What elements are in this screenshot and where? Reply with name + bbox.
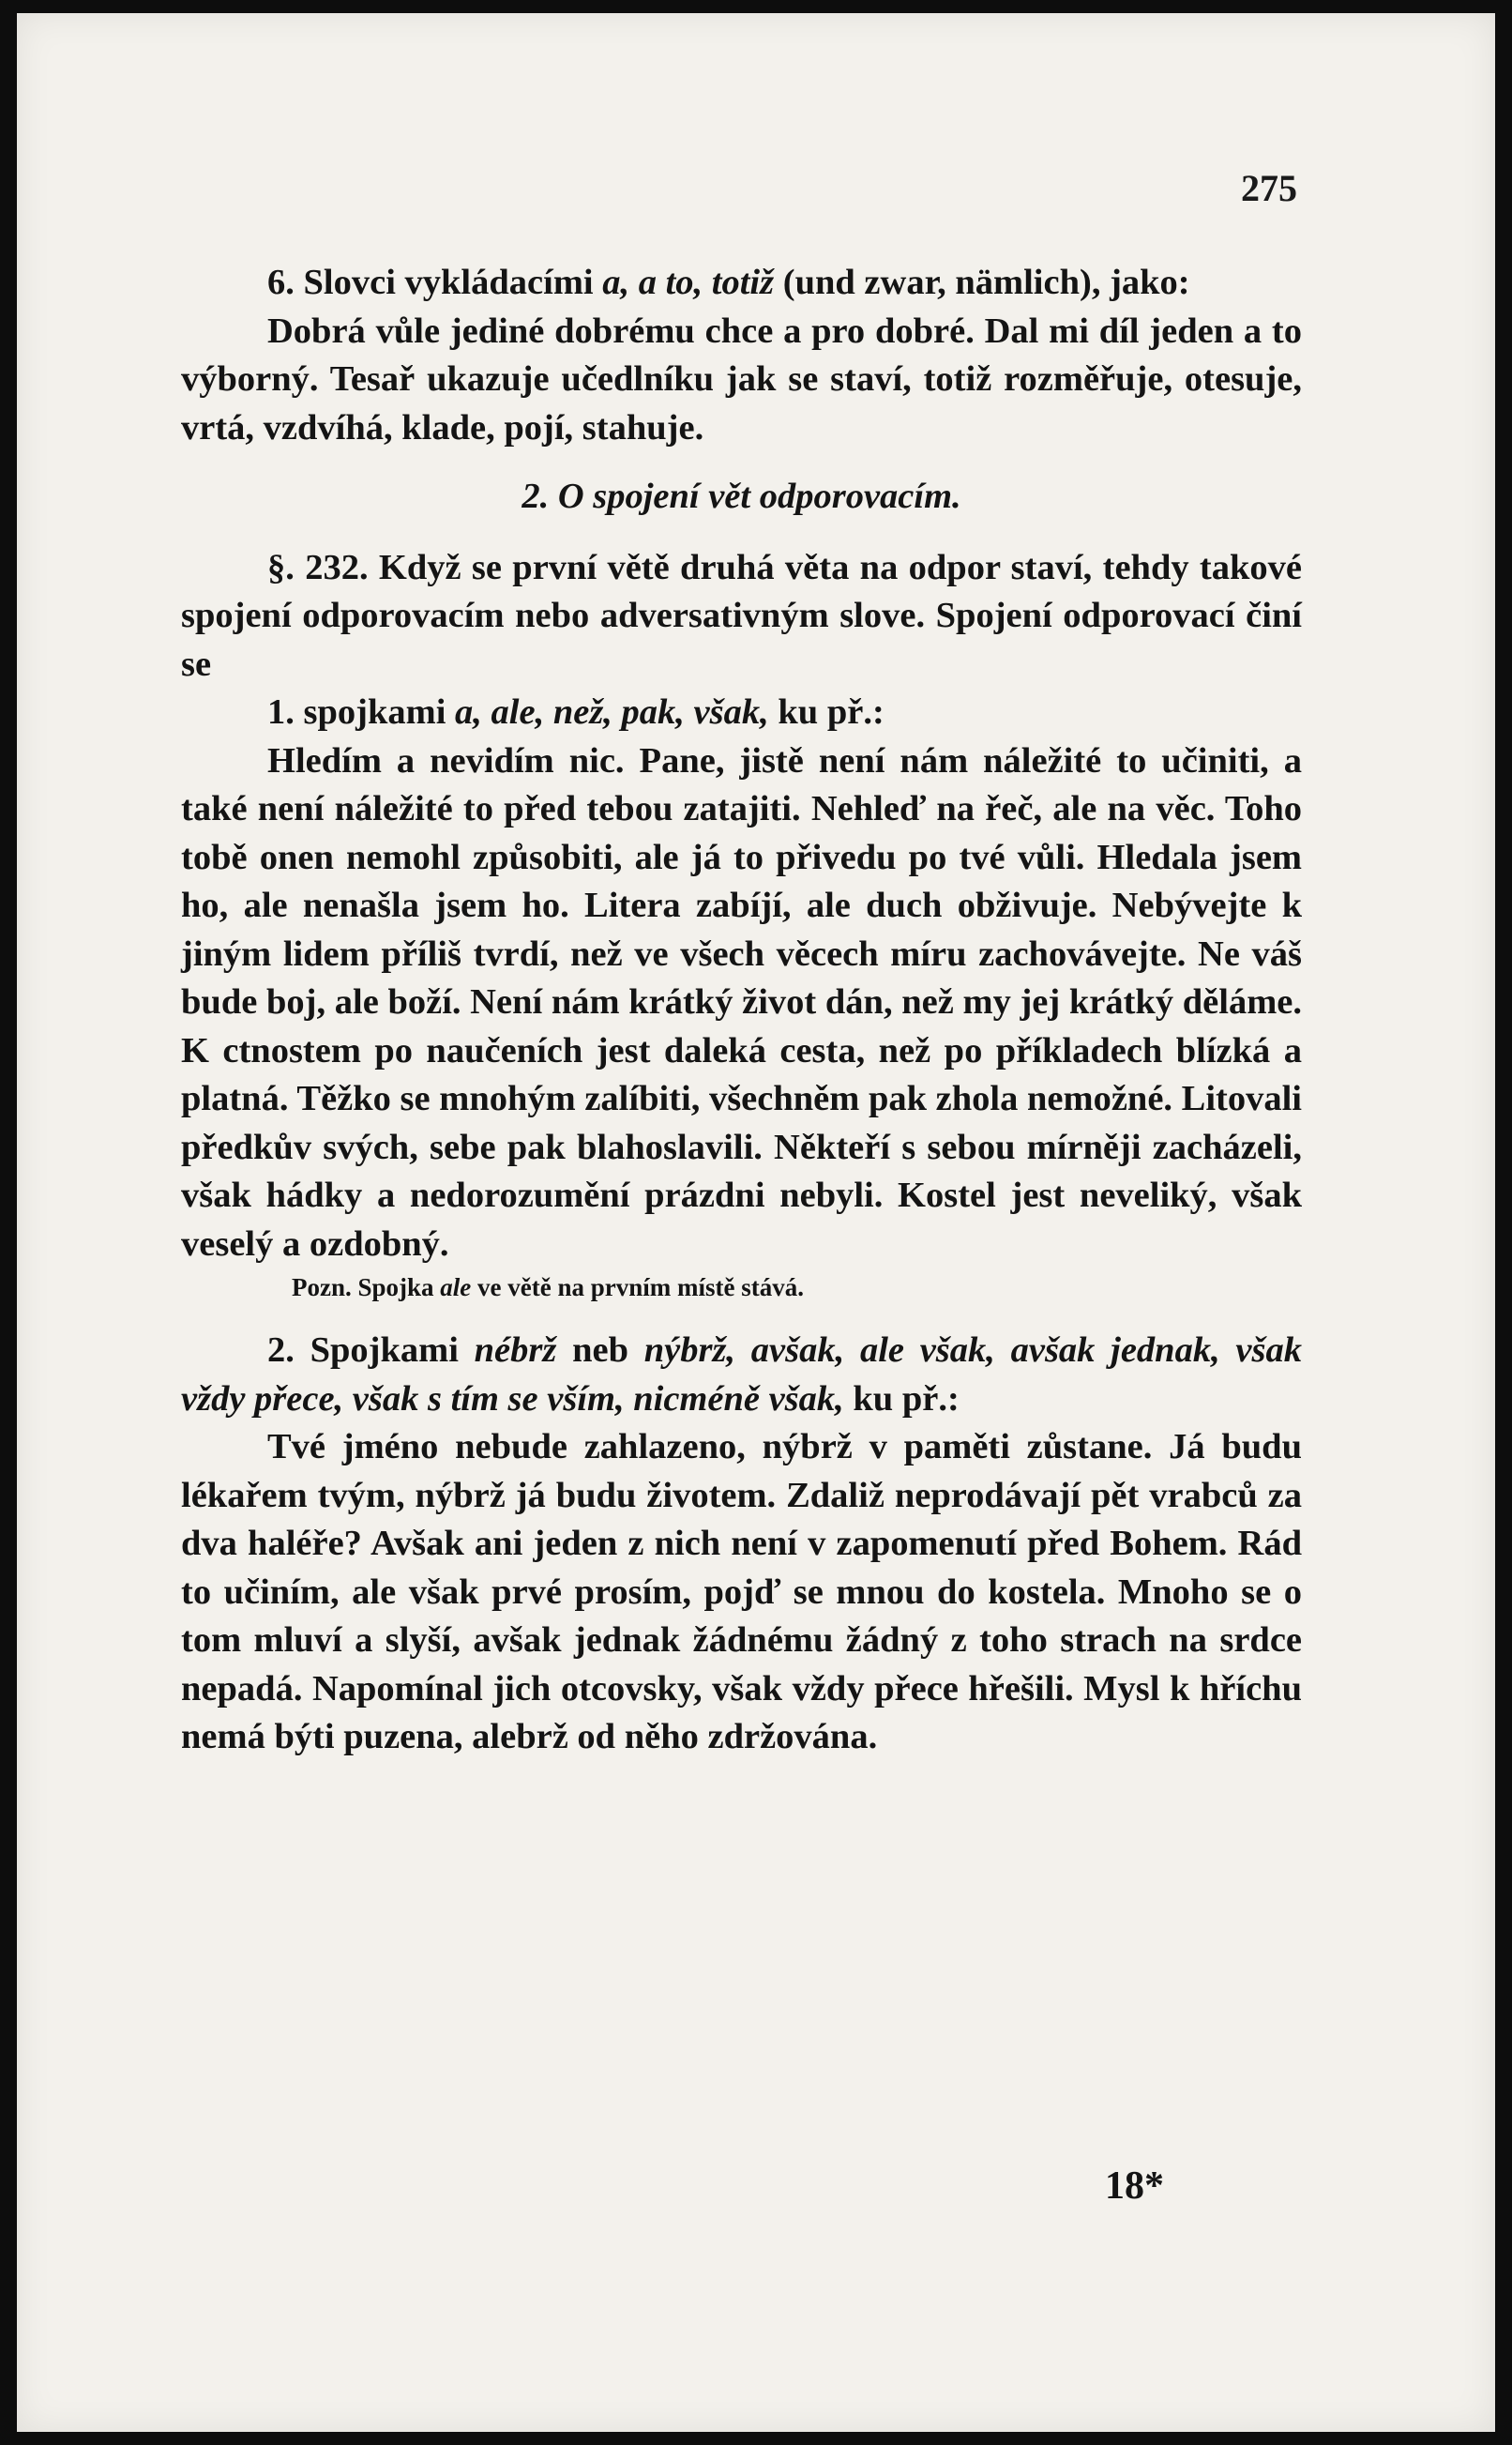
p1-italic: a, a to, totiž <box>602 263 775 302</box>
p4-italic: a, ale, než, pak, však, <box>455 692 769 732</box>
p6-italic-1: nébrž <box>474 1330 557 1370</box>
p4-text-end: ku př.: <box>768 692 885 732</box>
p6-text-mid: neb <box>556 1330 644 1370</box>
paragraph-examples-1: Dobrá vůle jediné dobrému chce a pro dobré. Dal mi díl jeden a to výborný. Tesař ukazuje učedlníku jak se staví, totiž rozměřuje, otesuje, vrtá, vzdvíhá, klade, pojí, stahuje. <box>181 311 1302 448</box>
note-text: Pozn. Spojka <box>292 1273 441 1301</box>
paragraph-232: §. 232. Když se první větě druhá věta na odpor staví, tehdy takové spojení odporovacím nebo adversativným slove. Spojení odporovací činí se <box>181 547 1302 684</box>
page-number: 275 <box>1241 167 1297 209</box>
note-text-end: ve větě na prvním místě stává. <box>471 1273 804 1301</box>
signature-mark: 18* <box>1105 2164 1164 2208</box>
p4-text: 1. spojkami <box>267 692 456 732</box>
p6-text-end: ku př.: <box>843 1378 960 1419</box>
p6-italic-2: nýbrž, avšak, ale však, avšak jednak, však vždy přece, však s tím se vším, nicméně však, <box>181 1330 1303 1419</box>
p1-text-end: (und zwar, nämlich), jako: <box>774 263 1190 302</box>
paragraph-explanatory-conjunctions <box>181 259 1302 308</box>
paragraph-examples-2: Hledím a nevidím nic. Pane, jistě není nám náležité to učiniti, a také není náležité to před tebou zatajiti. Nehleď na řeč, ale na věc. Toho tobě onen nemohl způsobiti, ale já to přivedu po tvé vůli. Hledala jsem ho, ale nenašla jsem ho. Litera zabíjí, ale duch obživuje. Nebývejte k jiným lidem příliš tvrdí, než ve všech věcech míru zachovávejte. Ne váš bude boj, ale boží. Není nám krátký život dán, než my jej krátký děláme. K ctnostem po naučeních jest daleká cesta, než po příkladech blízká a platná. Těžko se mnohým zalíbiti, všechněm pak zhola nemožné. Litovali předkův svých, sebe pak blahoslavili. Někteří s sebou mírněji zacházeli, však hádky a nedorozumění prázdni nebyli. Kostel jest neveliký, však veselý a ozdobný. <box>181 740 1302 1264</box>
section-heading: 2. O spojení vět odporovacím. <box>522 477 961 516</box>
paragraph-conjunctions-list-1 <box>181 689 1302 737</box>
footnote <box>181 1268 1302 1306</box>
book-page <box>17 13 1495 2432</box>
paragraph-conjunctions-list-2 <box>181 1327 1302 1423</box>
paragraph-examples-3: Tvé jméno nebude zahlazeno, nýbrž v paměti zůstane. Já budu lékařem tvým, nýbrž já budu životem. Zdaliž neprodávají pět vrabců za dva haléře? Avšak ani jeden z nich není v zapomenutí před Bohem. Rád to učiním, ale však prvé prosím, pojď se mnou do kostela. Mnoho se o tom mluví a slyší, avšak jednak žádnému žádný z toho strach na srdce nepadá. Napomínal jich otcovsky, však vždy přece hřešili. Mysl k hříchu nemá býti puzena, alebrž od něho zdržována. <box>181 1427 1302 1756</box>
body-text <box>181 259 1302 1762</box>
p1-text: 6. Slovci vykládacími <box>267 263 603 302</box>
p6-text: 2. Spojkami <box>267 1330 475 1370</box>
note-italic: ale <box>440 1273 472 1301</box>
